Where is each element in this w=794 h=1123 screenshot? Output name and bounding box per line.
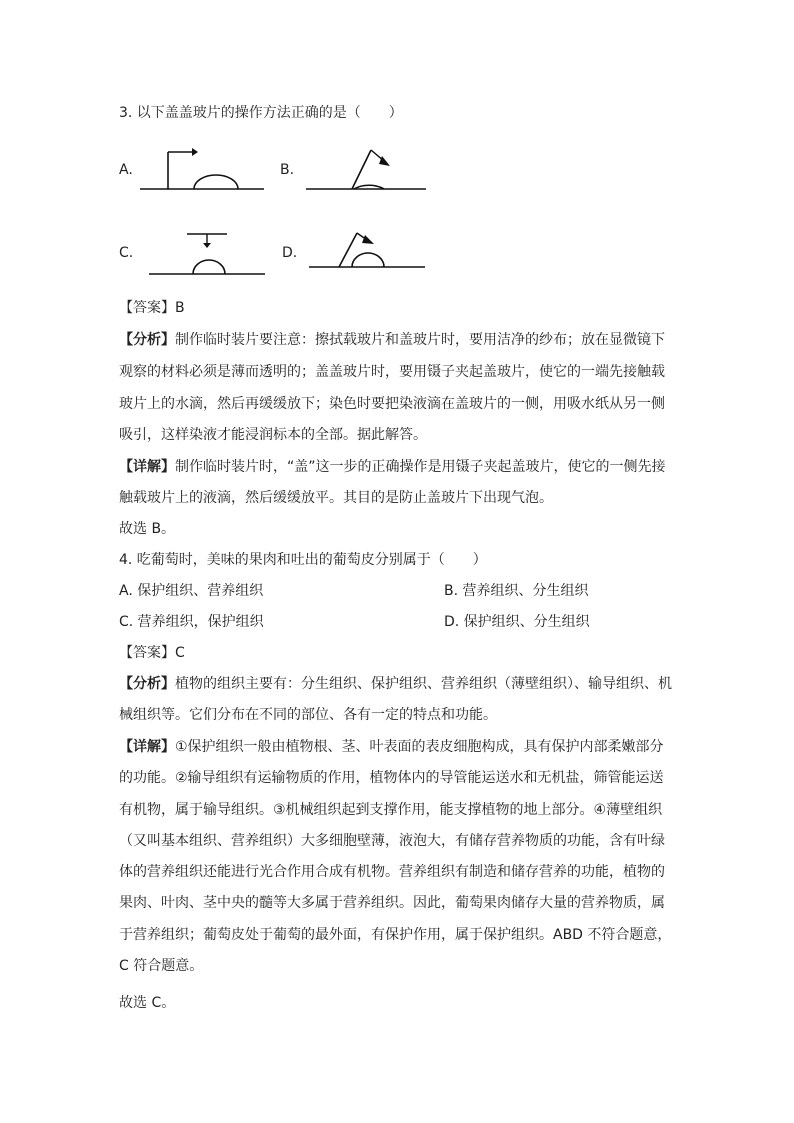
q3-option-d-label: D. bbox=[282, 245, 298, 261]
q4-option-c: C. 营养组织，保护组织 bbox=[119, 614, 264, 630]
q3-analysis-line-4: 吸引，这样染液才能浸润标本的全部。据此解答。 bbox=[119, 427, 427, 443]
q3-detail-text-1: 制作临时装片时，“盖”这一步的正确操作是用镊子夹起盖玻片，使它的一侧先接 bbox=[175, 459, 666, 475]
q3-detail-line-1 bbox=[119, 457, 679, 477]
q3-analysis-line-2: 观察的材料必须是薄而透明的；盖盖玻片时，要用镊子夹起盖玻片，使它的一端先接触载 bbox=[119, 364, 665, 380]
q4-analysis-line-2: 械组织等。它们分布在不同的部位、各有一定的特点和功能。 bbox=[119, 707, 497, 723]
question-4-stem: 4. 吃葡萄时，美味的果肉和吐出的葡萄皮分别属于（ ） bbox=[119, 552, 487, 568]
q3-analysis-text-1: 制作临时装片要注意：擦拭载玻片和盖玻片时，要用洁净的纱布；放在显微镜下 bbox=[175, 332, 665, 348]
q4-detail-line-4: （又叫基本组织、营养组织）大多细胞壁薄，液泡大，有储存营养物质的功能，含有叶绿 bbox=[119, 833, 665, 849]
q4-detail-text-1: ①保护组织一般由植物根、茎、叶表面的表皮细胞构成，具有保护内部柔嫩部分 bbox=[175, 739, 664, 755]
q4-option-a: A. 保护组织、营养组织 bbox=[119, 583, 264, 599]
q3-option-d-diagram bbox=[307, 228, 432, 278]
q4-option-b: B. 营养组织、分生组织 bbox=[444, 583, 589, 599]
q3-option-b-label: B. bbox=[280, 162, 295, 178]
q3-analysis-line-1 bbox=[119, 330, 679, 350]
q3-conclusion: 故选 B。 bbox=[119, 521, 176, 537]
q3-analysis-line-3: 玻片上的水滴，然后再缓缓放下；染色时要把染液滴在盖玻片的一侧，用吸水纸从另一侧 bbox=[119, 396, 665, 412]
q4-analysis-text-1: 植物的组织主要有：分生组织、保护组织、营养组织（薄壁组织）、输导组织、机 bbox=[175, 676, 672, 692]
q4-detail-line-8: C 符合题意。 bbox=[119, 958, 204, 974]
q4-analysis-line-1 bbox=[119, 674, 679, 694]
q4-detail-line-6: 果肉、叶肉、茎中央的髓等大多属于营养组织。因此，葡萄果肉储存大量的营养物质，属 bbox=[119, 895, 665, 911]
q3-detail-line-2: 触载玻片上的液滴，然后缓缓放平。其目的是防止盖玻片下出现气泡。 bbox=[119, 490, 553, 506]
q4-detail-line-7: 于营养组织；葡萄皮处于葡萄的最外面，有保护作用，属于保护组织。ABD 不符合题意， bbox=[119, 927, 672, 943]
q3-analysis-label: 【分析】 bbox=[119, 332, 175, 348]
q3-option-c-label: C. bbox=[119, 245, 134, 261]
q4-detail-line-3: 有机物，属于输导组织。③机械组织起到支撑作用，能支撑植物的地上部分。④薄壁组织 bbox=[119, 802, 663, 818]
q4-detail-line-2: 的功能。②输导组织有运输物质的作用，植物体内的导管能运送水和无机盐，筛管能运送 bbox=[119, 770, 664, 786]
q3-option-a-diagram bbox=[140, 145, 270, 195]
q3-option-a-label: A. bbox=[119, 162, 133, 178]
q3-option-b-diagram bbox=[306, 144, 431, 194]
q4-detail-line-5: 体的营养组织还能进行光合作用合成有机物。营养组织有制造和储存营养的功能，植物的 bbox=[119, 864, 665, 880]
question-3-stem: 3. 以下盖盖玻片的操作方法正确的是（ ） bbox=[119, 105, 403, 121]
q3-detail-label: 【详解】 bbox=[119, 459, 175, 475]
q3-option-c-diagram bbox=[147, 229, 272, 279]
q4-option-d: D. 保护组织、分生组织 bbox=[444, 614, 590, 630]
q3-answer: 【答案】B bbox=[119, 300, 185, 316]
q4-detail-label: 【详解】 bbox=[119, 739, 175, 755]
q4-detail-line-1 bbox=[119, 737, 679, 757]
q4-analysis-label: 【分析】 bbox=[119, 676, 175, 692]
q4-answer: 【答案】C bbox=[119, 645, 185, 661]
q4-conclusion: 故选 C。 bbox=[119, 995, 176, 1011]
